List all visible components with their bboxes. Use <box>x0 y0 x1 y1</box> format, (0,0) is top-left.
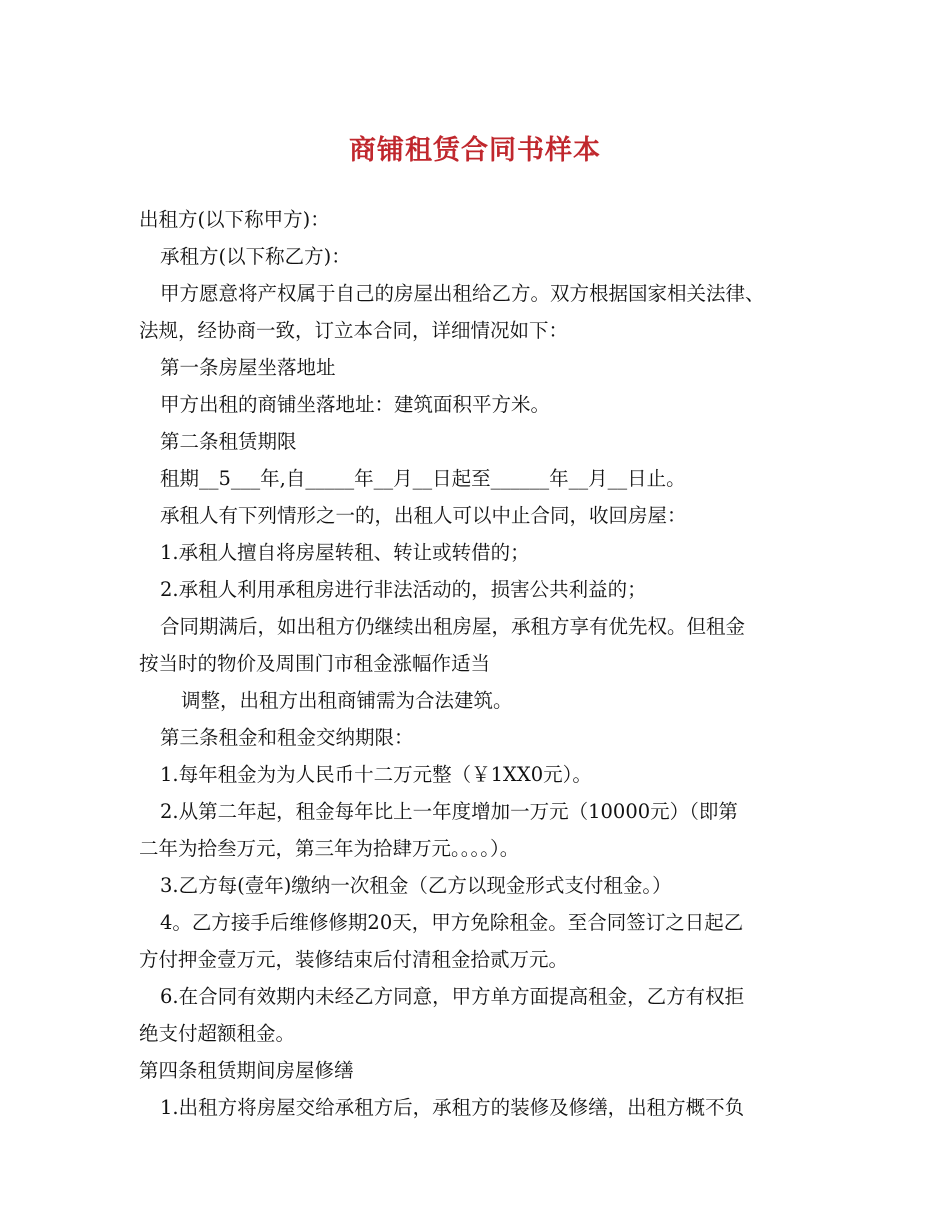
text-line: 4。乙方接手后维修修期20天，甲方免除租金。至合同签订之日起乙 <box>160 911 744 934</box>
document-body <box>139 201 829 1126</box>
text-line: 3.乙方每(壹年)缴纳一次租金（乙方以现金形式支付租金。） <box>160 874 672 897</box>
text-line: 第二条租赁期限 <box>160 430 297 453</box>
text-line: 第四条租赁期间房屋修缮 <box>139 1059 354 1082</box>
text-line: 6.在合同有效期内未经乙方同意，甲方单方面提高租金，乙方有权拒 <box>160 985 745 1008</box>
text-line: 方付押金壹万元，装修结束后付清租金拾贰万元。 <box>139 948 569 971</box>
text-line: 第三条租金和租金交纳期限： <box>160 726 414 749</box>
text-line: 2.承租人利用承租房进行非法活动的，损害公共利益的； <box>160 578 647 601</box>
text-line: 出租方(以下称甲方)： <box>139 208 330 231</box>
text-line: 1.承租人擅自将房屋转租、转让或转借的； <box>160 541 530 564</box>
text-line: 2.从第二年起，租金每年比上一年度增加一万元（10000元）（即第 <box>160 800 738 823</box>
text-line: 承租方(以下称乙方)： <box>160 245 351 268</box>
text-line: 法规，经协商一致，订立本合同，详细情况如下： <box>139 319 569 342</box>
text-line: 1.每年租金为为人民币十二万元整（￥1XX0元）。 <box>160 763 592 786</box>
text-line: 调整，出租方出租商铺需为合法建筑。 <box>181 689 513 712</box>
document-title: 商铺租赁合同书样本 <box>349 135 601 166</box>
text-line: 租期__5___年,自_____年__月__日起至______年__月__日止。 <box>160 467 686 490</box>
text-line: 按当时的物价及周围门市租金涨幅作适当 <box>139 652 491 675</box>
text-line: 甲方愿意将产权属于自己的房屋出租给乙方。双方根据国家相关法律、 <box>160 282 765 305</box>
text-line: 二年为拾叁万元，第三年为拾肆万元。。。。）。 <box>139 837 520 860</box>
text-line: 承租人有下列情形之一的，出租人可以中止合同，收回房屋： <box>160 504 687 527</box>
text-line: 合同期满后，如出租方仍继续出租房屋，承租方享有优先权。但租金 <box>160 615 746 638</box>
text-line: 绝支付超额租金。 <box>139 1022 296 1045</box>
text-line: 甲方出租的商铺坐落地址：建筑面积平方米。 <box>160 393 551 416</box>
text-line: 第一条房屋坐落地址 <box>160 356 336 379</box>
text-line: 1.出租方将房屋交给承租方后，承租方的装修及修缮，出租方概不负 <box>160 1096 745 1119</box>
